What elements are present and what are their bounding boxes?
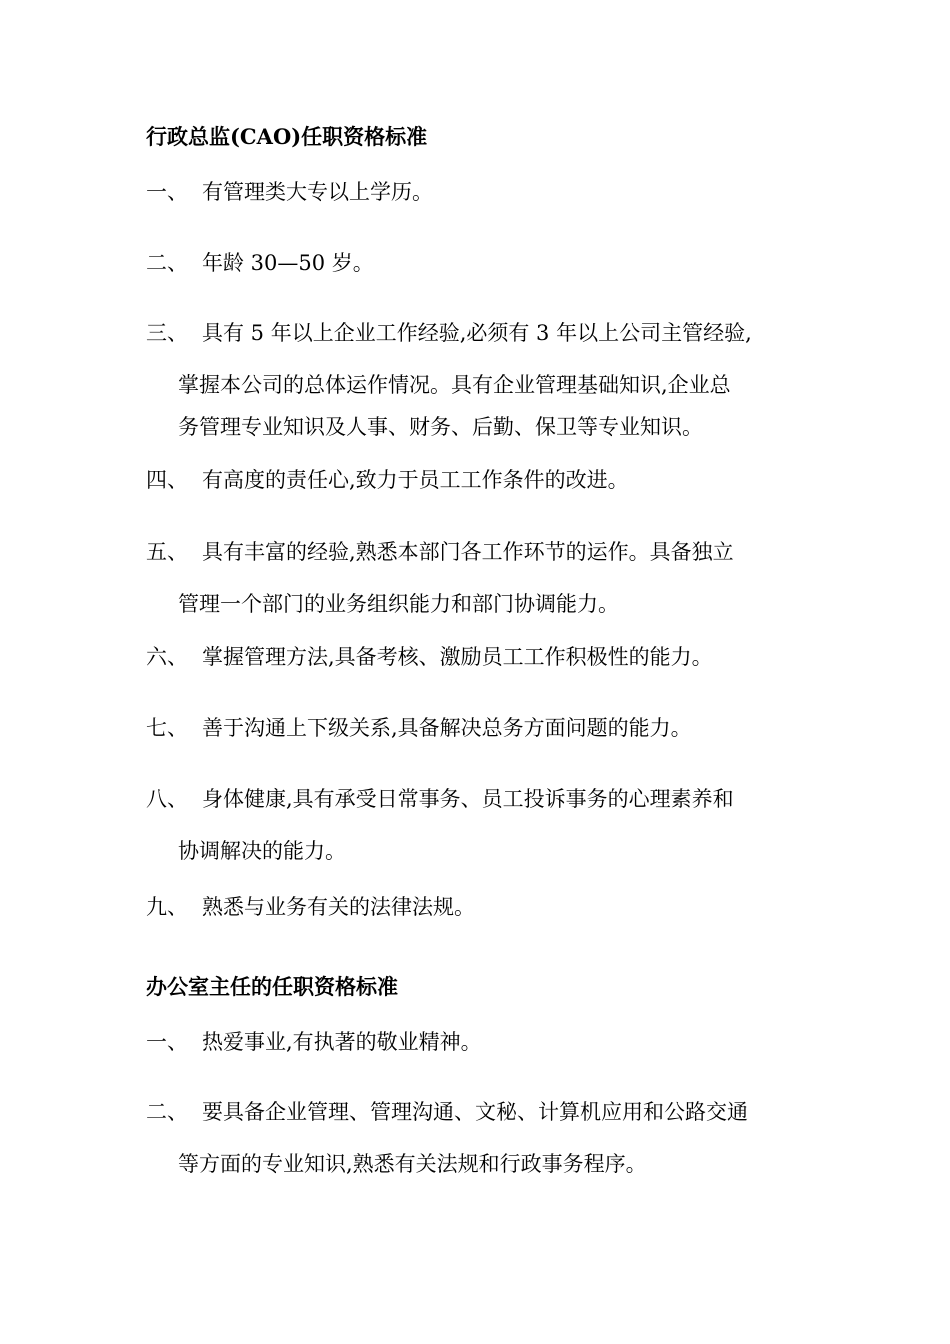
item-text: 善于沟通上下级关系,具备解决总务方面问题的能力。 <box>202 716 692 740</box>
item-number: 六、 <box>146 645 188 669</box>
item-number: 一、 <box>146 1030 188 1054</box>
section-title-office-director: 办公室主任的任职资格标准 <box>146 974 398 999</box>
item-text: 掌握本公司的总体运作情况。具有企业管理基础知识,企业总 <box>178 373 731 397</box>
item-number: 二、 <box>146 251 188 275</box>
item-text: 协调解决的能力。 <box>178 839 346 863</box>
item-number: 八、 <box>146 787 188 811</box>
item-text: 等方面的专业知识,熟悉有关法规和行政事务程序。 <box>178 1152 647 1176</box>
item-text: 身体健康,具有承受日常事务、员工投诉事务的心理素养和 <box>202 787 734 811</box>
item-text: 有高度的责任心,致力于员工工作条件的改进。 <box>202 468 629 492</box>
item-text: 具有 5 年以上企业工作经验,必须有 3 年以上公司主管经验, <box>202 321 752 345</box>
item-text: 熟悉与业务有关的法律法规。 <box>202 895 475 919</box>
item-text: 具有丰富的经验,熟悉本部门各工作环节的运作。具备独立 <box>202 540 734 564</box>
item-text: 年龄 30—50 岁。 <box>202 251 374 275</box>
item-number: 七、 <box>146 716 188 740</box>
item-text: 热爱事业,有执著的敬业精神。 <box>202 1030 482 1054</box>
section-title-cao: 行政总监(CAO)任职资格标准 <box>146 124 428 149</box>
item-text: 务管理专业知识及人事、财务、后勤、保卫等专业知识。 <box>178 415 703 439</box>
item-number: 四、 <box>146 468 188 492</box>
item-text: 有管理类大专以上学历。 <box>202 180 433 204</box>
item-number: 二、 <box>146 1100 188 1124</box>
item-number: 五、 <box>146 540 188 564</box>
item-number: 一、 <box>146 180 188 204</box>
item-text: 要具备企业管理、管理沟通、文秘、计算机应用和公路交通 <box>202 1100 748 1124</box>
item-number: 三、 <box>146 321 188 345</box>
item-text: 管理一个部门的业务组织能力和部门协调能力。 <box>178 592 619 616</box>
item-text: 掌握管理方法,具备考核、激励员工工作积极性的能力。 <box>202 645 713 669</box>
item-number: 九、 <box>146 895 188 919</box>
